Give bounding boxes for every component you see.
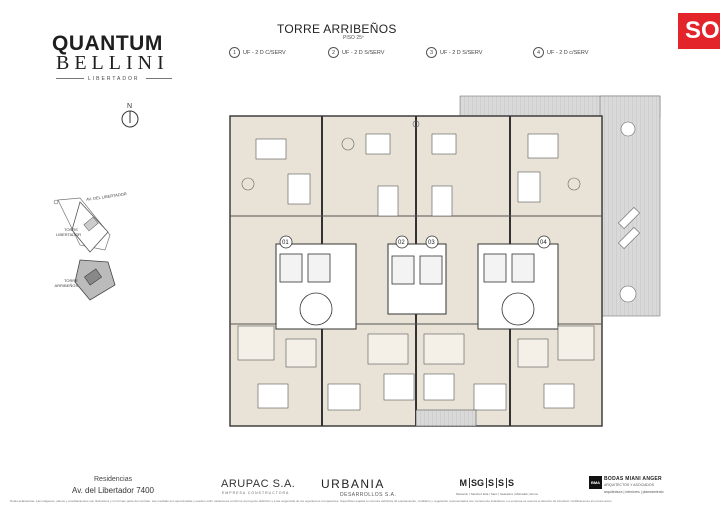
unit-number: 2 [328, 47, 339, 58]
unit-type: UF - 2 D S/SERV [342, 49, 385, 56]
unit-tag-04: 04 [540, 240, 547, 246]
map-tower-a-label: TORRE LIBERTADOR [56, 227, 82, 237]
brand-rule-left [56, 78, 84, 79]
unit-legend-3 [426, 47, 482, 58]
footer-residences: Residencias [94, 476, 133, 483]
bma-services: arquitectura | interiores | planeamiento [604, 490, 664, 494]
corner-badge: SO [678, 13, 720, 49]
location-key-map [50, 190, 150, 320]
footer-address: Av. del Libertador 7400 [72, 486, 154, 495]
arupac-tagline: EMPRESA CONSTRUCTORA [222, 491, 290, 495]
legal-disclaimer: Notas aclaratorias: Las imágenes, planos y amoblamientos son ilustrativos y no forman parte del contrato. Las medidas son aproximadas y pueden sufrir variaciones conforme al proyecto definitivo y a las exigencias de los organismos competentes. Superficies sujetas a mensura definitiva. El equipamiento, mobiliario y vegetación representados son meramente indicativos. La empresa se reserva el derecho de introducir modificaciones sin previo aviso. [10, 499, 613, 503]
msg-letter: M [458, 478, 470, 488]
map-street-label: AV. DEL LIBERTADOR [85, 191, 127, 202]
unit-legend-2 [328, 47, 384, 58]
msg-letter: S [497, 478, 507, 488]
tower-title: TORRE ARRIBEÑOS [277, 22, 397, 36]
msg-letter: S [487, 478, 497, 488]
msgsss-tagline: Mosteirin | Sánchez Elía | Sanz | Saavedra | Mohadeb | Ercus [456, 492, 538, 496]
unit-type: UF - 2 D c/SERV [547, 49, 589, 56]
bma-tagline: ARQUITECTOS Y ASOCIADOS [604, 483, 654, 487]
bma-name: BODAS MIANI ANGER [604, 476, 662, 482]
compass-label: N [127, 103, 133, 110]
unit-legend-4 [533, 47, 588, 58]
arupac-logo: ARUPAC S.A. [221, 478, 296, 490]
msg-letter: S [508, 478, 515, 488]
unit-type: UF - 2 D C/SERV [243, 49, 286, 56]
north-compass-icon [118, 100, 142, 130]
bma-logo-mark: BMA [589, 476, 602, 489]
unit-number: 1 [229, 47, 240, 58]
floor-label: PISO 25º [343, 35, 364, 41]
urbania-logo: URBANIA [321, 477, 385, 491]
brand-rule-right [146, 78, 172, 79]
brand-title: QUANTUM [52, 32, 163, 55]
floor-plan [228, 94, 664, 434]
unit-tag-02: 02 [398, 240, 405, 246]
brand-subtitle: BELLINI [56, 52, 169, 74]
unit-legend-1 [229, 47, 286, 58]
msgsss-logo [458, 478, 516, 488]
unit-tag-01: 01 [282, 240, 289, 246]
msg-letter: SG [470, 478, 487, 488]
unit-type: UF - 2 D S/SERV [440, 49, 483, 56]
unit-tag-03: 03 [428, 240, 435, 246]
urbania-tagline: DESARROLLOS S.A. [340, 492, 397, 498]
unit-number: 4 [533, 47, 544, 58]
unit-number: 3 [426, 47, 437, 58]
brand-tagline: LIBERTADOR [88, 76, 140, 82]
map-tower-b-label: TORRE ARRIBEÑOS [54, 278, 78, 288]
